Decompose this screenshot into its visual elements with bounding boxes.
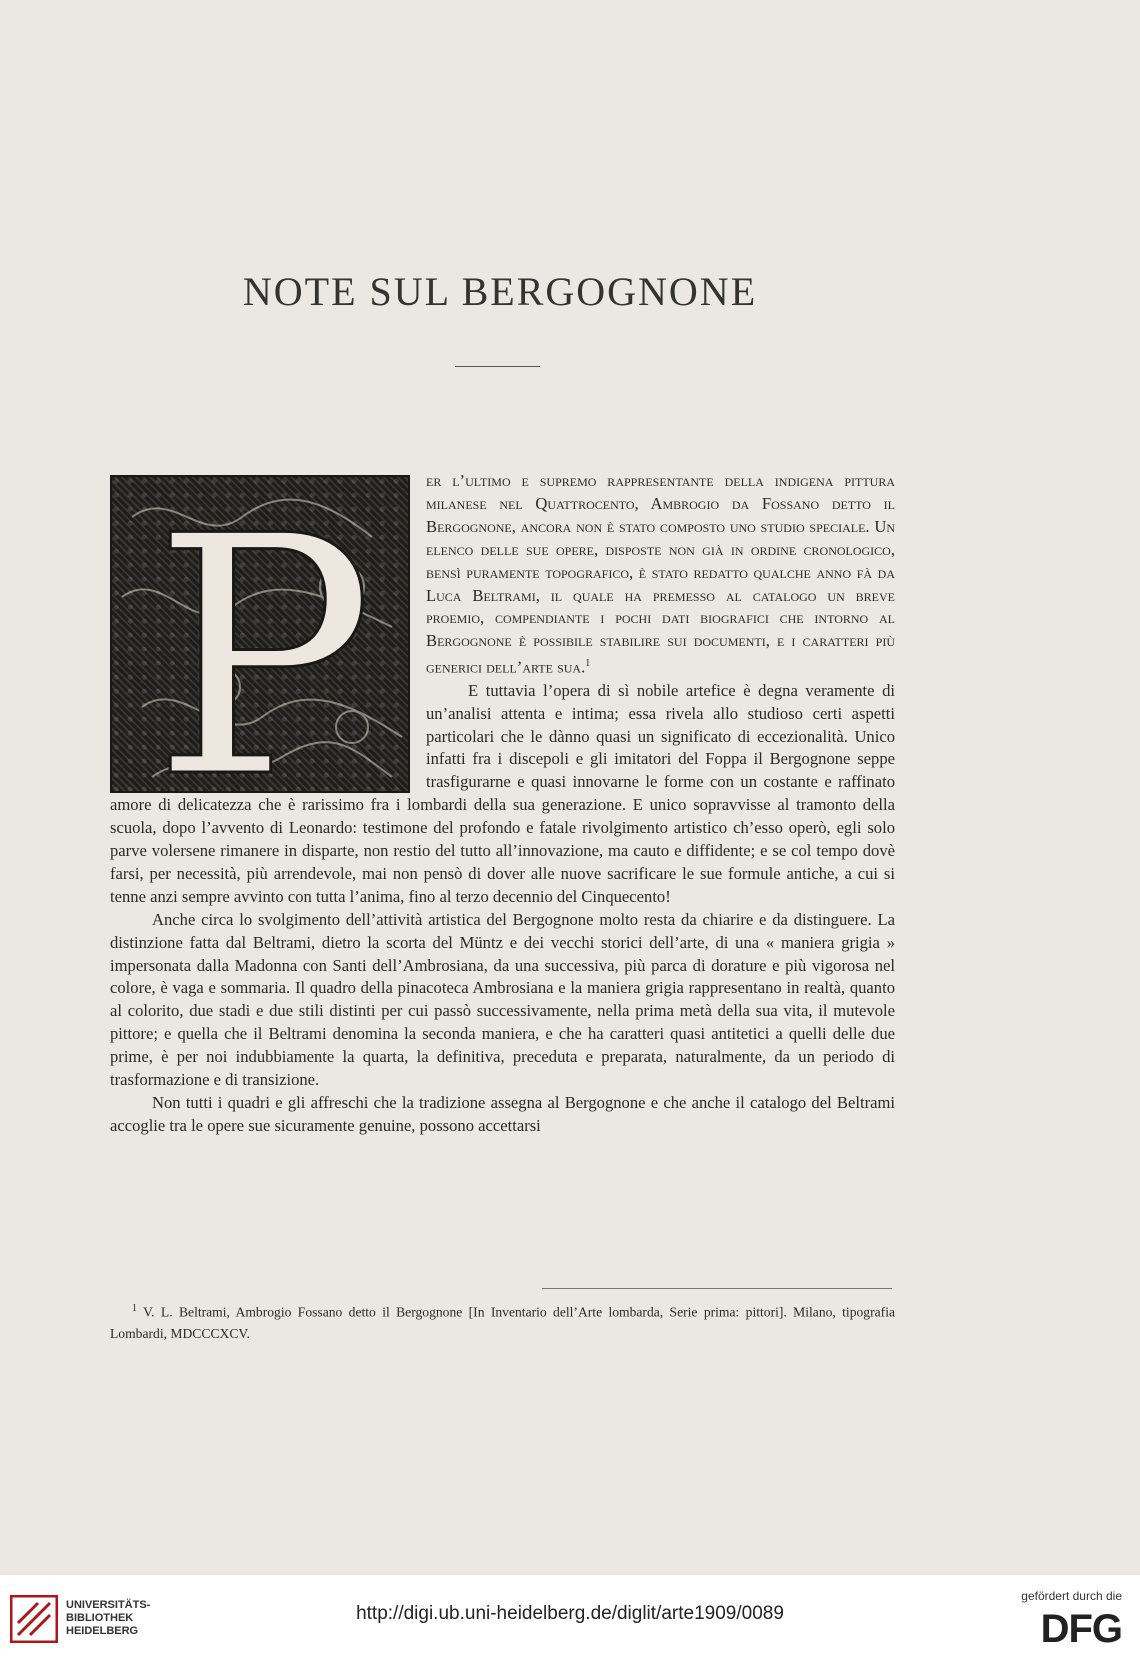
paragraph-3: Anche circa lo svolgimento dell’attività artistica del Bergognone molto resta da chiarire e da distinguere. La distinzione fatta dal Beltrami, dietro la scorta del Müntz e dei vecchi storici dell’arte, di una « maniera grigia » impersonata dalla Madonna con Santi dell’Ambrosiana, da una successiva, più parca di dorature e più vigorosa nel colore, è vaga e sommaria. Il quadro della pinacoteca Ambrosiana e la maniera grigia rappresentano in realtà, quanto al colorito, due stadi e due stili distinti per cui passò successivamente, nella prima metà della sua vita, il mutevole pittore; e quella che il Beltrami denomina la seconda maniera, e che ha caratteri quasi antitetici a quelli delle due prime, è per noi indubbiamente la quarta, la definitiva, preceduta e preparata, naturalmente, da un periodo di trasformazione e di transizione. <box>110 909 895 1090</box>
title-divider <box>455 366 540 367</box>
dfg-logo[interactable]: DFG <box>1040 1607 1122 1651</box>
footnote-marker: 1 <box>132 1303 137 1314</box>
paragraph-2: E tuttavia l’opera di sì nobile artefice è degna veramente di un’analisi attenta e intima; essa rivela allo studioso certi aspetti particolari che le dànno quasi un significato di eccezionalità. Unico infatti fra i discepoli e gli imitatori del Foppa il Bergognone seppe trasfigurarne e quasi innovarne le forme con un costante e raffinato amore di delicatezza che è rarissimo fra i lombardi della sua generazione. E unico sopravvisse al tramonto della scuola, dopo l’avvento di Leonardo: testimone del profondo e fatale rivolgimento artistico ch’esso operò, egli solo parve volersene rimanere in disparte, non restio del tutto all’innovazione, ma cauto e diffidente; e se col tempo dovè farsi, per necessità, più arrendevole, mai non pensò di dover alle nuove sacrificare le sue formule antiche, a cui si tenne anzi sempre avvinto con tutta l’anima, fino al terzo decennio del Cinquecento! <box>110 680 895 906</box>
page-title: NOTE SUL BERGOGNONE <box>242 269 758 314</box>
initial-space <box>110 470 418 790</box>
footnote <box>110 1298 895 1344</box>
footnote-text: V. L. Beltrami, Ambrogio Fossano detto il Bergognone [In Inventario dell’Arte lombarda, Serie prima: pittori]. Milano, tipografia Lombardi, MDCCCXCV. <box>110 1304 896 1341</box>
sponsor-caption: gefördert durch die <box>1021 1589 1122 1603</box>
initial-letter-glyph: P <box>152 477 375 795</box>
permalink-url[interactable]: http://digi.ub.uni-heidelberg.de/diglit/arte1909/0089 <box>356 1603 784 1624</box>
library-name-line-2: BIBLIOTHEK <box>66 1612 134 1624</box>
library-name-line-1: UNIVERSITÄTS- <box>66 1599 151 1611</box>
paragraph-4: Non tutti i quadri e gli affreschi che la tradizione assegna al Bergognone e che anche il catalogo del Beltrami accoglie tra le opere sue sicuramente genuine, possono accettarsi <box>110 1093 895 1135</box>
paragraph-1-text: er l’ultimo e supremo rappresentante della indigena pittura milanese nel Quattrocento, Ambrogio da Fossano detto il Bergognone, ancora non è stato composto uno studio speciale. Un elenco delle sue opere, disposte non già in ordine cronologico, bensì puramente topografico, è stato redatto qualche anno fà da Luca Beltrami, il quale ha premesso al catalogo un breve proemio, compendiante i pochi dati biografici che intorno al Bergognone è possibile stabilire sui documenti, e i caratteri più generici dell’arte sua. <box>426 471 895 677</box>
library-name-line-3: HEIDELBERG <box>66 1625 139 1637</box>
main-text <box>110 470 895 1138</box>
viewer-footer <box>0 1575 1140 1662</box>
footnote-divider <box>542 1288 892 1289</box>
footnote-ref: 1 <box>585 658 591 670</box>
